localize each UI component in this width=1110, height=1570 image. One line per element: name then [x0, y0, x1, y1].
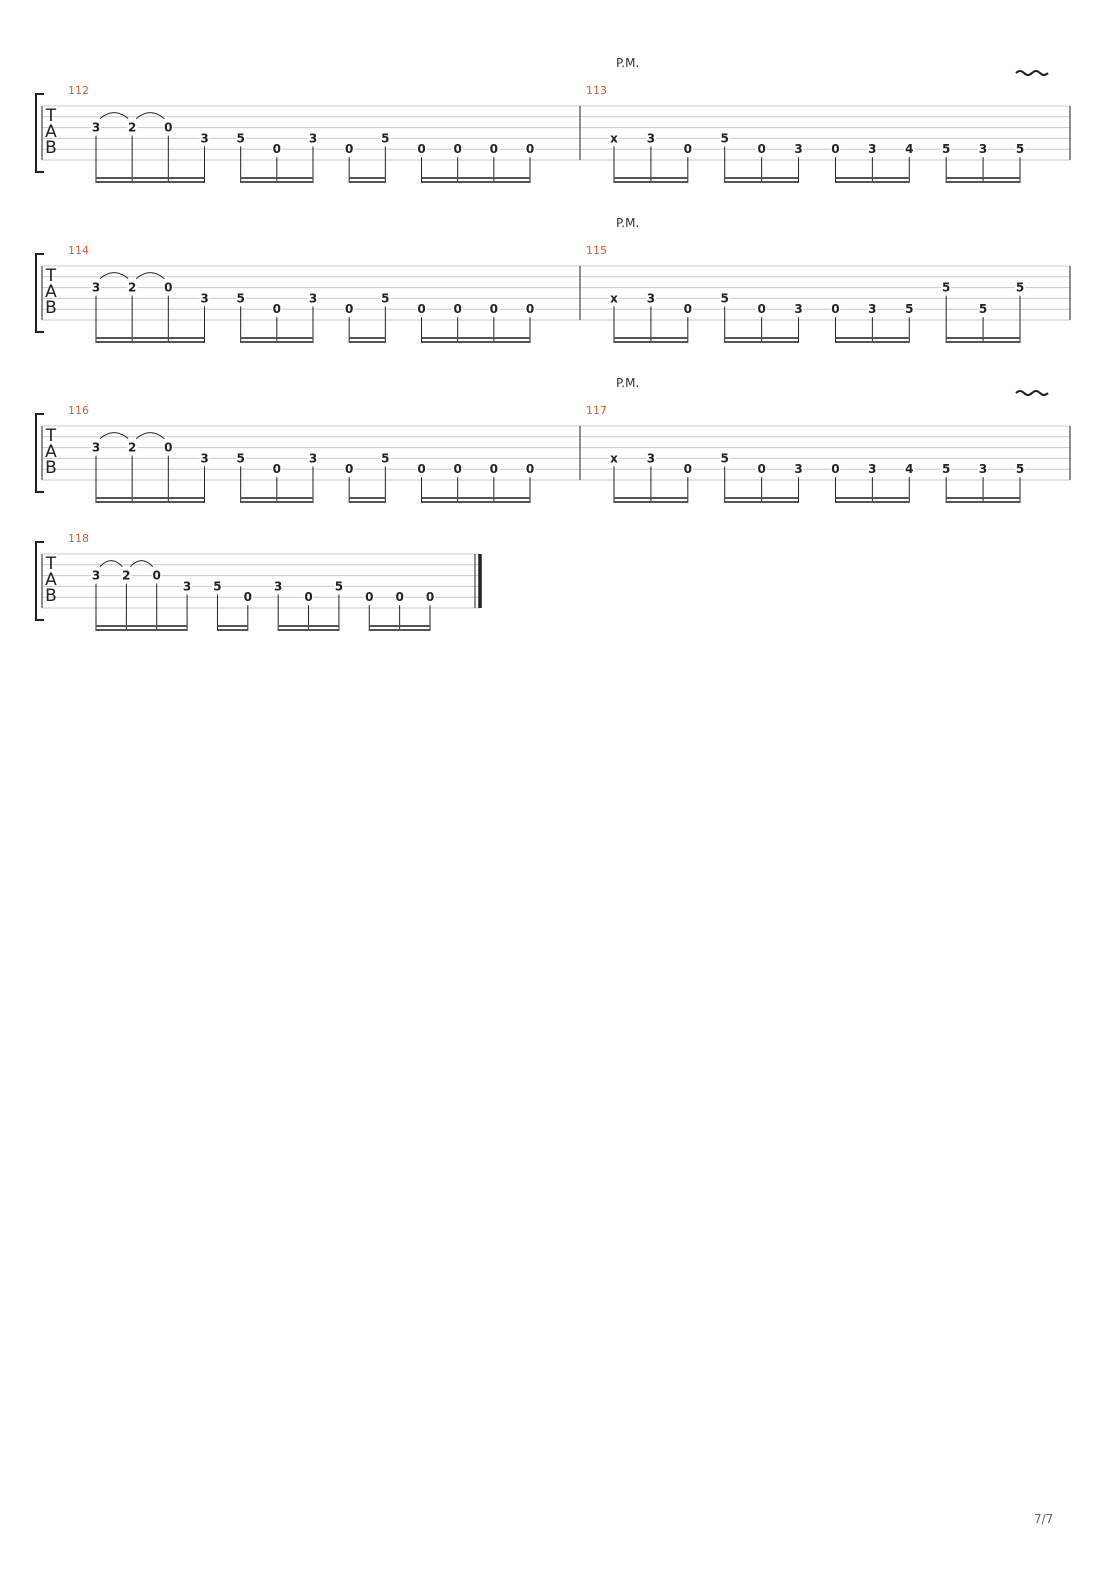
fret-number: 0 [683, 142, 692, 157]
fret-number: 3 [91, 120, 101, 135]
fret-number: 5 [236, 291, 245, 306]
tab-system [36, 216, 1070, 343]
fret-number: 3 [978, 462, 988, 477]
fret-number: 3 [646, 131, 656, 146]
beam [349, 501, 385, 503]
fret-number: 0 [243, 590, 252, 605]
fret-number: 0 [683, 302, 692, 317]
fret-number: 0 [164, 120, 173, 135]
fret-number: 0 [489, 142, 499, 157]
beam [725, 337, 799, 339]
beam [217, 625, 247, 627]
fret-number: 3 [646, 291, 656, 306]
beam [96, 629, 187, 631]
fret-number: 0 [417, 302, 426, 317]
beam [422, 501, 531, 503]
fret-number: 0 [683, 462, 692, 477]
tab-clef-letter: A [45, 282, 57, 302]
fret-number: 0 [344, 302, 354, 317]
beam [217, 629, 247, 631]
beam [725, 341, 799, 343]
fret-number: 5 [381, 291, 390, 306]
beam [835, 181, 909, 183]
beam [835, 501, 909, 503]
beam [96, 177, 205, 179]
fret-number: 3 [308, 291, 318, 306]
fret-number: 5 [942, 280, 951, 295]
tab-clef-letter: T [45, 554, 57, 574]
beam [349, 341, 385, 343]
beam [835, 497, 909, 499]
fret-number: 0 [417, 142, 426, 157]
fret-number: 0 [152, 568, 161, 583]
fret-number: 3 [308, 451, 318, 466]
fret-number: 3 [794, 462, 803, 477]
fret-number: 5 [905, 302, 914, 317]
beam [349, 337, 385, 339]
tab-clef-letter: T [45, 266, 57, 286]
fret-number: 4 [905, 142, 914, 157]
beam [946, 177, 1020, 179]
tab-system [36, 532, 480, 631]
fret-number: 3 [91, 568, 101, 583]
fret-number: 0 [164, 440, 173, 455]
measure-number: 118 [68, 532, 89, 545]
fret-number: 3 [868, 462, 877, 477]
fret-number: 3 [308, 131, 318, 146]
beam [369, 625, 430, 627]
fret-number: 0 [365, 590, 374, 605]
fret-number: 3 [274, 579, 283, 594]
fret-number: 0 [757, 462, 766, 477]
fret-number: 0 [164, 280, 173, 295]
fret-number: 0 [453, 302, 462, 317]
palm-mute-label: P.M. [616, 216, 640, 230]
fret-number: 5 [236, 131, 245, 146]
beam [614, 337, 688, 339]
fret-number: 0 [525, 302, 535, 317]
tab-clef-letter: A [45, 442, 57, 462]
fret-number: 2 [127, 280, 137, 295]
fret-number: 0 [304, 590, 313, 605]
beam [96, 625, 187, 627]
fret-number: 0 [831, 142, 840, 157]
beam [725, 181, 799, 183]
fret-number: 0 [272, 462, 282, 477]
fret-number: 0 [525, 142, 535, 157]
fret-number: 0 [757, 302, 766, 317]
fret-number: 0 [831, 302, 840, 317]
fret-number: 5 [942, 462, 951, 477]
tab-clef-letter: T [45, 106, 57, 126]
fret-number: 2 [127, 440, 137, 455]
fret-number: x [610, 291, 618, 306]
fret-number: 2 [122, 568, 131, 583]
tab-system [36, 56, 1070, 183]
fret-number: 3 [794, 302, 803, 317]
beam [241, 497, 313, 499]
beam [96, 341, 205, 343]
beam [349, 177, 385, 179]
fret-number: 3 [200, 451, 209, 466]
beam [614, 177, 688, 179]
beam [422, 177, 531, 179]
beam [946, 501, 1020, 503]
page-number: 7/7 [1034, 1512, 1054, 1526]
fret-number: 5 [236, 451, 245, 466]
beam [96, 181, 205, 183]
beam [946, 341, 1020, 343]
fret-number: 3 [646, 451, 656, 466]
beam [96, 337, 205, 339]
fret-number: 5 [381, 451, 390, 466]
fret-number: 5 [1015, 280, 1025, 295]
beam [241, 501, 313, 503]
beam [614, 181, 688, 183]
beam [96, 501, 205, 503]
tie-arc [100, 273, 128, 279]
tie-arc [136, 113, 164, 119]
beam [614, 341, 688, 343]
fret-number: 3 [868, 302, 877, 317]
beam [422, 341, 531, 343]
tie-arc [136, 273, 164, 279]
beam [422, 497, 531, 499]
beam [946, 181, 1020, 183]
fret-number: 0 [489, 302, 499, 317]
beam [96, 497, 205, 499]
fret-number: 5 [978, 302, 988, 317]
fret-number: 3 [182, 579, 192, 594]
beam [369, 629, 430, 631]
fret-number: 4 [905, 462, 914, 477]
vibrato-icon [1016, 71, 1048, 75]
tie-arc [100, 113, 128, 119]
fret-number: 0 [417, 462, 426, 477]
tab-clef-letter: B [45, 586, 57, 606]
tab-clef-letter: B [45, 298, 57, 318]
beam [349, 181, 385, 183]
fret-number: 0 [272, 142, 282, 157]
fret-number: 0 [344, 462, 354, 477]
fret-number: 5 [720, 291, 729, 306]
beam [241, 177, 313, 179]
fret-number: 5 [1015, 462, 1025, 477]
fret-number: 5 [334, 579, 344, 594]
tab-clef-letter: B [45, 138, 57, 158]
measure-number: 113 [586, 84, 607, 97]
fret-number: 3 [91, 280, 101, 295]
measure-number: 117 [586, 404, 607, 417]
fret-number: 5 [720, 131, 729, 146]
beam [241, 181, 313, 183]
fret-number: 0 [395, 590, 404, 605]
fret-number: x [610, 131, 618, 146]
fret-number: 0 [425, 590, 435, 605]
beam [241, 341, 313, 343]
fret-number: 5 [213, 579, 222, 594]
measure-number: 112 [68, 84, 89, 97]
palm-mute-label: P.M. [616, 56, 640, 70]
measure-number: 116 [68, 404, 89, 417]
beam [946, 337, 1020, 339]
beam [422, 337, 531, 339]
fret-number: 3 [794, 142, 803, 157]
measure-number: 115 [586, 244, 607, 257]
fret-number: 0 [757, 142, 766, 157]
fret-number: 0 [453, 462, 462, 477]
beam [725, 497, 799, 499]
tab-clef-letter: B [45, 458, 57, 478]
fret-number: 5 [381, 131, 390, 146]
beam [725, 501, 799, 503]
fret-number: 3 [200, 131, 209, 146]
tie-arc [100, 433, 128, 439]
tie-arc [130, 561, 152, 567]
fret-number: 5 [1015, 142, 1025, 157]
beam [278, 629, 339, 631]
beam [349, 497, 385, 499]
fret-number: 0 [831, 462, 840, 477]
beam [725, 177, 799, 179]
beam [835, 341, 909, 343]
fret-number: 5 [720, 451, 729, 466]
fret-number: 0 [344, 142, 354, 157]
fret-number: 3 [200, 291, 209, 306]
tie-arc [100, 561, 122, 567]
beam [946, 497, 1020, 499]
measure-number: 114 [68, 244, 89, 257]
beam [278, 625, 339, 627]
tab-clef-letter: T [45, 426, 57, 446]
fret-number: 3 [91, 440, 101, 455]
fret-number: x [610, 451, 618, 466]
tie-arc [136, 433, 164, 439]
fret-number: 2 [127, 120, 137, 135]
fret-number: 5 [942, 142, 951, 157]
beam [241, 337, 313, 339]
fret-number: 0 [489, 462, 499, 477]
fret-number: 3 [868, 142, 877, 157]
beam [614, 497, 688, 499]
tab-clef-letter: A [45, 570, 57, 590]
palm-mute-label: P.M. [616, 376, 640, 390]
fret-number: 0 [453, 142, 462, 157]
tab-clef-letter: A [45, 122, 57, 142]
beam [835, 177, 909, 179]
beam [835, 337, 909, 339]
fret-number: 0 [525, 462, 535, 477]
fret-number: 0 [272, 302, 282, 317]
beam [422, 181, 531, 183]
tab-system [36, 376, 1070, 503]
beam [614, 501, 688, 503]
vibrato-icon [1016, 391, 1048, 395]
fret-number: 3 [978, 142, 988, 157]
